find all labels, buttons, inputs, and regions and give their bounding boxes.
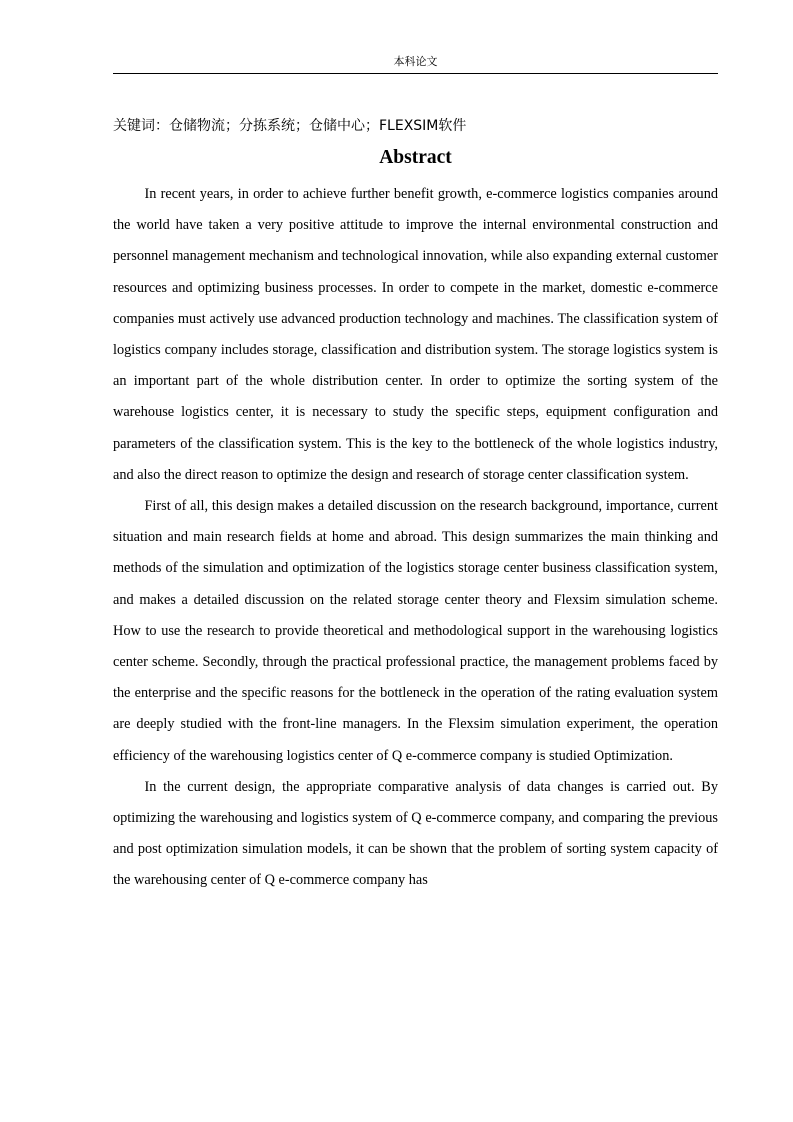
abstract-paragraph-2: First of all, this design makes a detailed discussion on the research background, importance, current situation and main research fields at home and abroad. This design summarizes the main thinking and methods of the simulation and optimization of the logistics storage center business classification system, and makes a detailed discussion on the related storage center theory and Flexsim simulation scheme. How to use the research to provide theoretical and methodological support in the warehousing logistics center scheme. Secondly, through the practical professional practice, the management problems faced by the enterprise and the specific reasons for the bottleneck in the operation of the rating evaluation system are deeply studied with the front-line managers. In the Flexsim simulation experiment, the operation efficiency of the warehousing logistics center of Q e-commerce company is studied Optimization.: [113, 498, 718, 764]
abstract-paragraph-3: In the current design, the appropriate comparative analysis of data changes is carried out. By optimizing the warehousing and logistics system of Q e-commerce company, and comparing the previous and post optimization simulation models, it can be shown that the problem of sorting system capacity of the warehousing center of Q e-commerce company has: [113, 778, 718, 889]
page-header-title: 本科论文: [393, 55, 438, 68]
abstract-heading: Abstract: [379, 147, 452, 168]
keywords-line: 关键词：仓储物流；分拣系统；仓储中心；FLEXSIM软件: [113, 118, 467, 134]
abstract-body: [113, 179, 718, 897]
header-divider: [113, 73, 718, 74]
abstract-paragraph-1: In recent years, in order to achieve further benefit growth, e-commerce logistics companies around the world have taken a very positive attitude to improve the internal environmental construction and personnel management mechanism and technological innovation, while also expanding external customer resources and optimizing business processes. In order to compete in the market, domestic e-commerce companies must actively use advanced production technology and machines. The classification system of logistics company includes storage, classification and distribution system. The storage logistics system is an important part of the whole distribution center. In order to optimize the sorting system of the warehouse logistics center, it is necessary to study the specific steps, equipment configuration and parameters of the classification system. This is the key to the bottleneck of the whole logistics industry, and also the direct reason to optimize the design and research of storage center classification system.: [113, 186, 718, 483]
